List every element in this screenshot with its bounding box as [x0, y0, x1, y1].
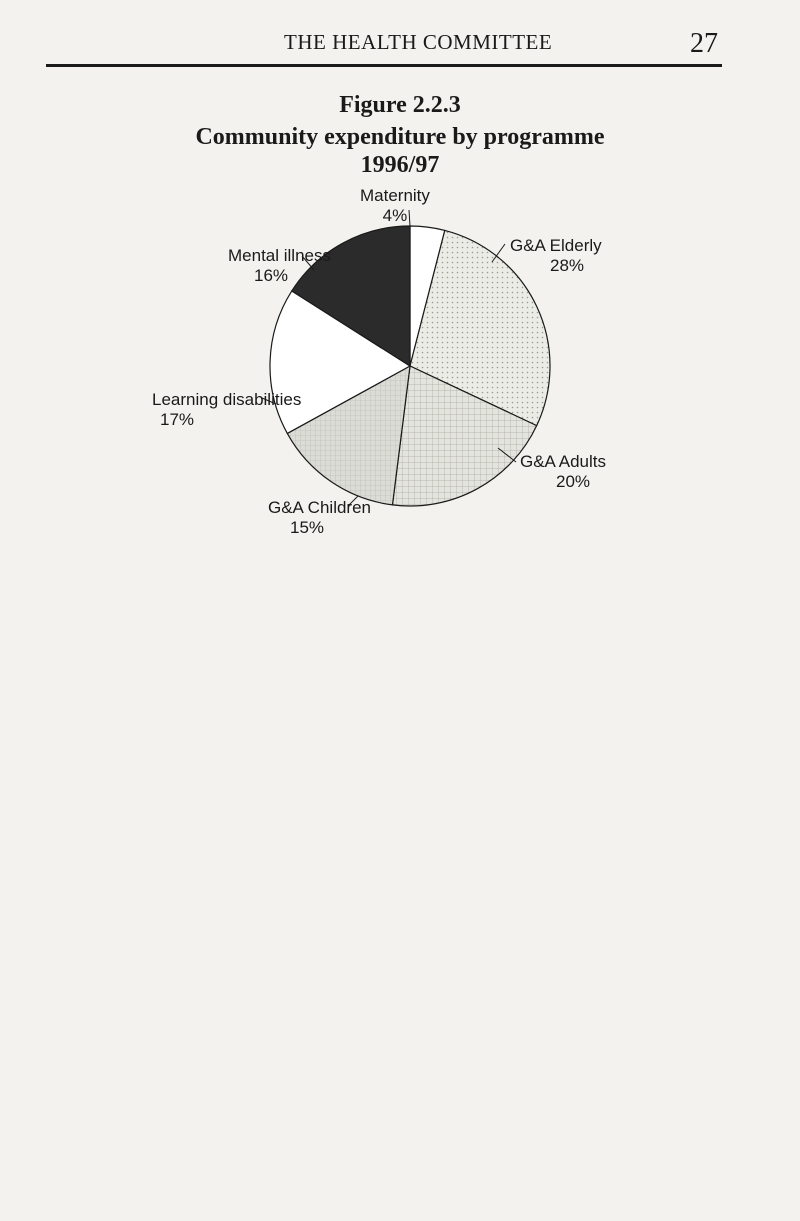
chart-title: Community expenditure by programme	[195, 124, 605, 150]
slice-label-maternity	[360, 186, 430, 226]
slice-label-ga-adults	[520, 452, 606, 492]
slice-name: Learning disabilities	[152, 390, 302, 409]
page-number: 27	[690, 28, 718, 59]
slice-label-mental-illness	[228, 246, 331, 286]
slice-percent: 17%	[160, 410, 195, 429]
slice-percent: 28%	[550, 256, 585, 275]
slice-name: G&A Elderly	[510, 236, 602, 255]
slice-percent: 15%	[290, 518, 325, 537]
figure-label: Figure 2.2.3	[339, 92, 461, 118]
chart-subtitle: 1996/97	[360, 152, 440, 178]
slice-percent: 16%	[254, 266, 289, 285]
slice-name: Mental illness	[228, 246, 331, 265]
slice-label-ga-elderly	[510, 236, 602, 276]
slice-name: Maternity	[360, 186, 430, 205]
slice-name: G&A Children	[268, 498, 371, 517]
slice-percent: 4%	[382, 206, 408, 225]
running-header: THE HEALTH COMMITTEE	[284, 30, 553, 54]
slice-label-ga-children	[268, 498, 371, 538]
slice-label-learning-disabilities	[152, 390, 301, 430]
slice-percent: 20%	[556, 472, 591, 491]
slice-name: G&A Adults	[520, 452, 606, 471]
